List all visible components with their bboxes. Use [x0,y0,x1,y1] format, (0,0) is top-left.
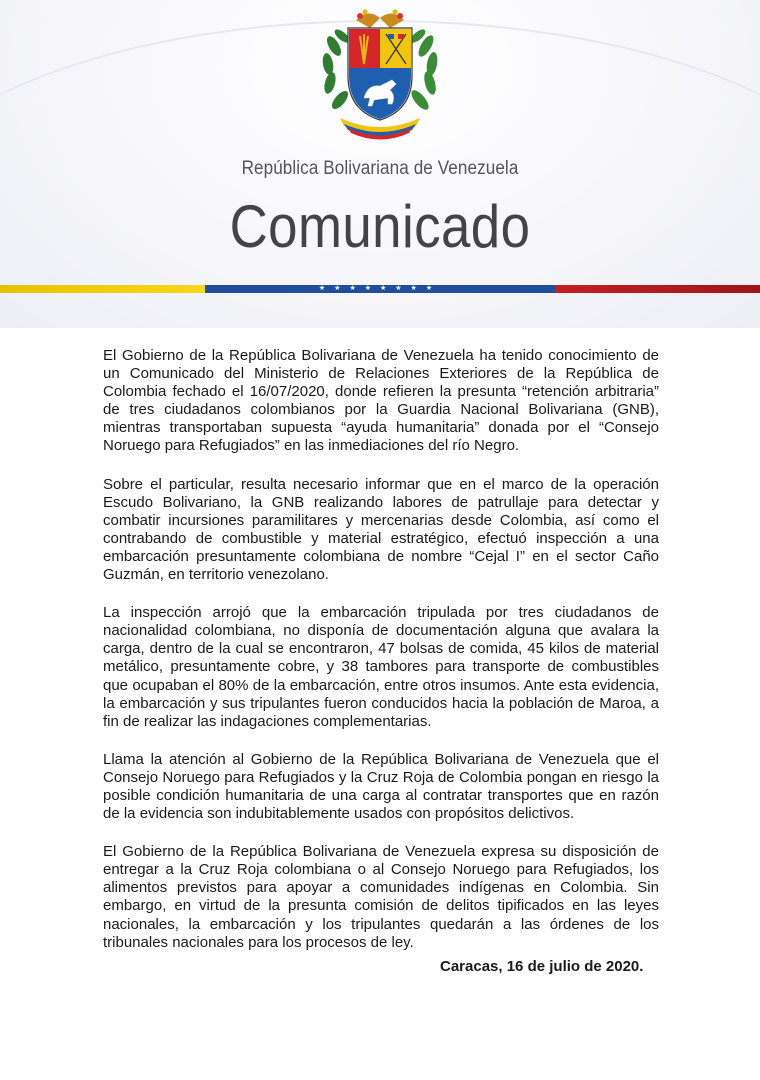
country-name: República Bolivariana de Venezuela [241,158,519,179]
flag-yellow-segment [0,285,205,293]
communique-body [103,347,659,972]
paragraph-2: Sobre el particular, resulta necesario informar que en el marco de la operación Escudo Bolivariano, la GNB realizando labores de patrullaje para detectar y combatir incursiones paramilitares y mercenarias desde Colombia, así como el contrabando de combustible y material estratégico, efectuó inspección a una embarcación presuntamente colombiana de nombre “Cejal I” en el sector Caño Guzmán, en territorio venezolano. [103,475,659,584]
venezuela-coat-of-arms-icon [312,6,448,140]
paragraph-5: El Gobierno de la República Bolivariana de Venezuela expresa su disposición de entregar a la Cruz Roja colombiana o al Consejo Noruego para Refugiados, los alimentos previstos para apoyar a comunidades indígenas en Colombia. Sin embargo, en virtud de la presunta comisión de delitos tipificados en las leyes nacionales, la embarcación y los tripulantes quedarán a las órdenes de los tribunales nacionales para los procesos de ley. [103,843,659,951]
flag-stars: ★★★★★★★★ [318,285,442,292]
place-date-signoff: Caracas, 16 de julio de 2020. [440,958,644,975]
paragraph-3: La inspección arrojó que la embarcación tripulada por tres ciudadanos de nacionalidad colombiana, no disponía de documentación alguna que avalara la carga, dentro de la cual se encontraron, 47 bolsas de comida, 45 kilos de material metálico, presuntamente cobre, y 38 tambores para transporte de combustibles que ocupaban el 80% de la embarcación, entre otros insumos. Ante esta evidencia, la embarcación y sus tripulantes fueron conducidos hacia la población de Maroa, a fin de realizar las indagaciones complementarias. [103,604,659,730]
paragraph-1: El Gobierno de la República Bolivariana de Venezuela ha tenido conocimiento de un Comunicado del Ministerio de Relaciones Exteriores de la República de Colombia fechado el 16/07/2020, donde refieren la presunta “retención arbitraria” de tres ciudadanos colombianos por la Guardia Nacional Bolivariana (GNB), mientras transportaban supuesta “ayuda humanitaria” donada por el “Consejo Noruego para Refugiados” en las inmediaciones del río Negro. [103,347,659,455]
page-title: Comunicado [229,193,531,260]
paragraph-4: Llama la atención al Gobierno de la República Bolivariana de Venezuela que el Consejo Noruego para Refugiados y la Cruz Roja de Colombia pongan en riesgo la posible condición humanitaria de una carga al contratar transportes que en razón de la evidencia son indubitablemente usados con propósitos delictivos. [103,750,659,823]
flag-red-segment [555,285,760,293]
header-banner [0,0,760,328]
flag-color-bar [0,285,760,293]
